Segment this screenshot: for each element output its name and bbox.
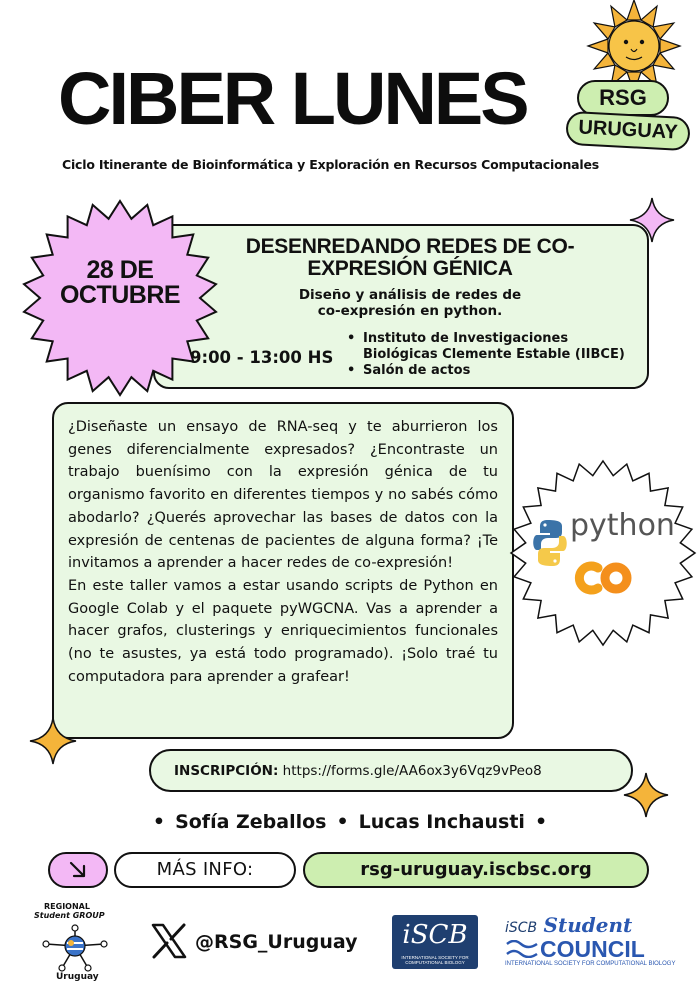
event-subtitle-line2: co-expresión en python. (317, 303, 503, 319)
venue-item: • Salón de actos (345, 363, 645, 379)
registration-link[interactable]: https://forms.gle/AA6ox3y6Vqz9vPeo8 (282, 763, 542, 779)
dna-icon (506, 940, 538, 958)
uruguay-badge-label: URUGUAY (577, 116, 679, 144)
student-council-council: COUNCIL (540, 936, 645, 962)
rsg-logo-line1: REGIONAL (44, 902, 90, 911)
python-label: python (570, 508, 675, 543)
student-council-student: Student (543, 913, 633, 937)
event-title (205, 236, 615, 280)
registration-label: INSCRIPCIÓN: (174, 763, 279, 779)
venue-item: • Instituto de Investigaciones Biológicas Clemente Estable (IIBCE) (345, 331, 645, 363)
rsg-network-icon (40, 924, 110, 972)
rsg-logo-bottom: Uruguay (56, 972, 99, 982)
event-time: 9:00 - 13:00 HS (190, 348, 334, 367)
event-date (40, 258, 200, 308)
student-council-top: iSCB Student (505, 913, 633, 937)
more-info-link[interactable]: rsg-uruguay.iscbsc.org (303, 852, 649, 888)
page-title: CIBER LUNES (58, 57, 527, 140)
event-date-day: 28 DE (86, 256, 154, 284)
more-info-label: MÁS INFO: (114, 852, 296, 888)
event-date-month: OCTUBRE (59, 281, 181, 309)
rsg-badge-label: RSG (599, 85, 647, 110)
student-council-caption: INTERNATIONAL SOCIETY FOR COMPUTATIONAL BIOLOGY (505, 961, 676, 967)
description-paragraph-1: ¿Diseñaste un ensayo de RNA-seq y te aburrieron los genes diferencialmente expresados? ¿Encontraste un trabajo buenísimo con la expresión génica de tu organismo favorito en diferentes tiempos y no sabés cómo abodarlo? ¿Querés aprovechar las bases de datos con la expresión de centenas de pacientes de alguna forma? ¡Te invitamos a aprender a hacer redes de co-expresión! (68, 419, 498, 572)
iscb-logo-caption: INTERNATIONAL SOCIETY FOR COMPUTATIONAL BIOLOGY (401, 955, 469, 965)
x-logo-icon[interactable] (150, 922, 188, 960)
rsg-logo-line2: Student GROUP (34, 911, 105, 920)
sparkle-icon (628, 196, 676, 244)
event-venue-list (345, 331, 645, 379)
social-handle[interactable]: @RSG_Uruguay (195, 931, 358, 953)
iscb-logo-word: iSCB (402, 920, 468, 950)
description-paragraph-2: En este taller vamos a estar usando scripts de Python en Google Colab y el paquete pyWGCNA. Vas a aprender a hacer grafos, clusterings y enriquecimientos funcionales (no te asustes, ya está todo programado). ¡Solo traé tu computadora para aprender a grafear! (68, 577, 498, 685)
registration-text (174, 763, 542, 779)
rsg-badge (577, 80, 669, 116)
logos-starburst (508, 458, 698, 648)
speaker-name: Lucas Inchausti (358, 811, 525, 833)
more-info-arrow-button[interactable] (48, 852, 108, 888)
speakers-line: • Sofía Zeballos • Lucas Inchausti • (152, 811, 548, 833)
event-title-line2: EXPRESIÓN GÉNICA (307, 257, 513, 280)
event-title-line1: DESENREDANDO REDES DE CO- (245, 235, 575, 258)
page-subtitle: Ciclo Itinerante de Bioinformática y Exploración en Recursos Computacionales (62, 157, 599, 172)
sparkle-icon (28, 716, 78, 766)
description-text (68, 416, 498, 688)
uruguay-badge (565, 111, 691, 151)
event-subtitle (260, 287, 560, 319)
rsg-logo-text (34, 902, 105, 920)
speaker-name: Sofía Zeballos (175, 811, 327, 833)
event-subtitle-line1: Diseño y análisis de redes de (298, 287, 522, 303)
arrow-down-right-icon (50, 854, 106, 886)
